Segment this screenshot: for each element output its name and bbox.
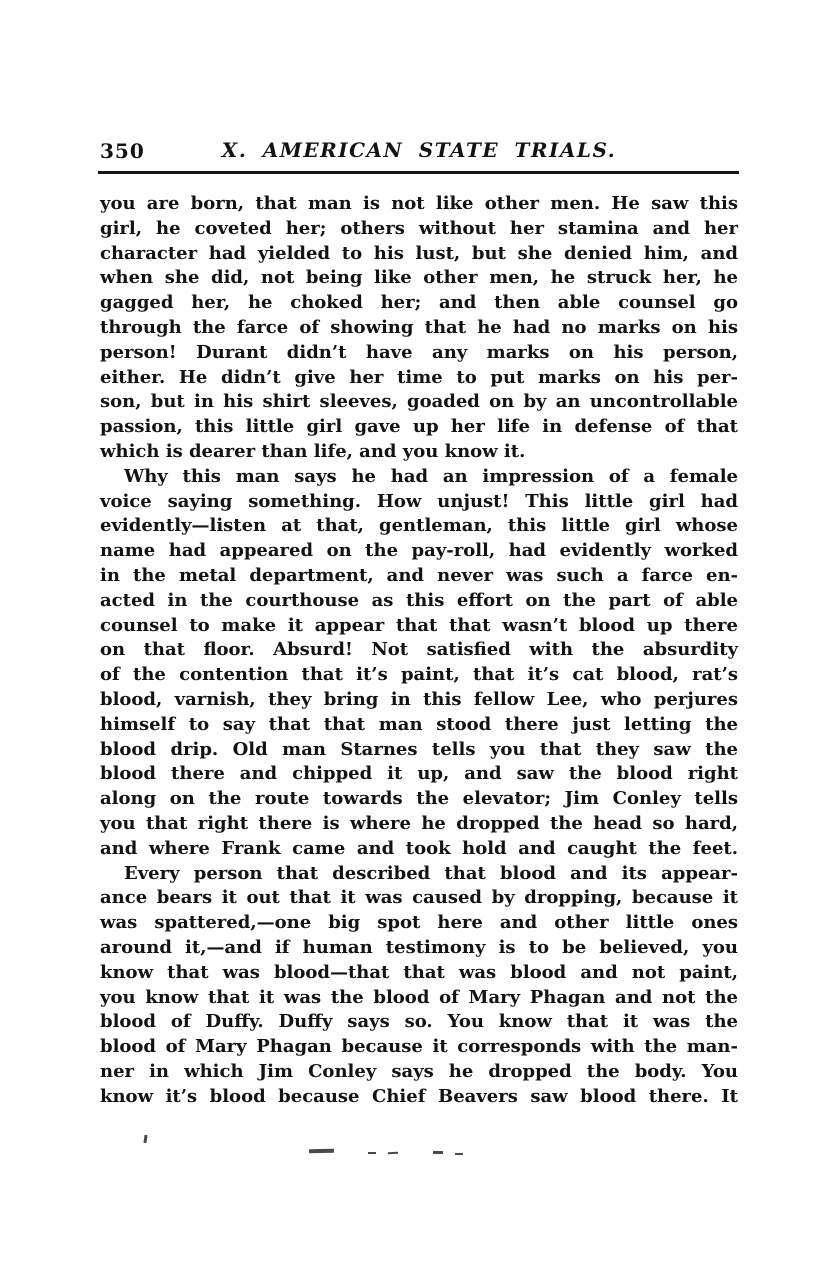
text-line: character had yielded to his lust, but she denied him, and: [100, 242, 738, 264]
text-line: name had appeared on the pay-roll, had evidently worked: [100, 540, 738, 562]
text-line: on that floor. Absurd! Not satisfied with the absurdity: [100, 639, 738, 661]
text-line: through the farce of showing that he had no marks on his: [100, 316, 738, 338]
text-line: Why this man says he had an impression of a female: [124, 465, 738, 487]
page-header: [100, 137, 738, 165]
text-line: Every person that described that blood and its appear-: [124, 862, 738, 884]
text-line: you that right there is where he dropped the head so hard,: [100, 812, 738, 834]
text-line: himself to say that that man stood there just letting the: [100, 713, 738, 735]
text-line: blood of Duffy. Duffy says so. You know that it was the: [100, 1011, 738, 1033]
text-line: blood, varnish, they bring in this fellow Lee, who perjures: [100, 688, 738, 710]
text-line: you are born, that man is not like other men. He saw this: [100, 193, 738, 214]
text-line: acted in the courthouse as this effort on the part of able: [100, 589, 738, 611]
text-line: you know that it was the blood of Mary Phagan and not the: [100, 986, 738, 1008]
running-title: X. AMERICAN STATE TRIALS.: [221, 138, 617, 162]
text-line: evidently—listen at that, gentleman, this little girl whose: [100, 515, 738, 537]
text-line: gagged her, he choked her; and then able counsel go: [100, 292, 738, 314]
ink-smudge: [433, 1151, 443, 1154]
text-line: person! Durant didn’t have any marks on his person,: [100, 341, 738, 363]
text-line: passion, this little girl gave up her life in defense of that: [100, 416, 738, 438]
ink-smudge: [388, 1152, 398, 1155]
text-line: blood drip. Old man Starnes tells you that they saw the: [100, 738, 738, 760]
text-line: ance bears it out that it was caused by dropping, because it: [100, 887, 738, 909]
text-line: was spattered,—one big spot here and other little ones: [100, 912, 738, 934]
text-line: counsel to make it appear that that wasn’t blood up there: [100, 614, 738, 636]
text-line: ner in which Jim Conley says he dropped the body. You: [100, 1060, 738, 1082]
text-line: either. He didn’t give her time to put marks on his per-: [100, 366, 738, 388]
text-line: which is dearer than life, and you know it.: [100, 440, 526, 462]
text-line: know that was blood—that that was blood and not paint,: [100, 961, 738, 983]
text-line: of the contention that it’s paint, that it’s cat blood, rat’s: [100, 664, 738, 686]
text-line: know it’s blood because Chief Beavers saw blood there. It: [100, 1085, 738, 1107]
text-line: blood of Mary Phagan because it corresponds with the man-: [100, 1036, 738, 1058]
text-line: along on the route towards the elevator; Jim Conley tells: [100, 788, 738, 810]
text-line: girl, he coveted her; others without her stamina and her: [100, 217, 738, 239]
text-line: voice saying something. How unjust! This little girl had: [100, 490, 738, 512]
text-line: and where Frank came and took hold and caught the feet.: [100, 837, 738, 859]
header-rule: [98, 171, 739, 174]
page-number: 350: [100, 139, 145, 163]
ink-smudge: [455, 1153, 463, 1155]
text-line: around it,—and if human testimony is to be believed, you: [100, 936, 738, 958]
text-line: blood there and chipped it up, and saw the blood right: [100, 763, 738, 785]
ink-smudge: [368, 1152, 376, 1154]
page-body: [100, 192, 738, 1109]
text-line: son, but in his shirt sleeves, goaded on by an uncontrollable: [100, 391, 738, 413]
text-line: when she did, not being like other men, he struck her, he: [100, 267, 738, 289]
ink-speck: [143, 1135, 147, 1143]
text-line: in the metal department, and never was such a farce en-: [100, 564, 738, 586]
ink-smudge: [309, 1149, 334, 1153]
